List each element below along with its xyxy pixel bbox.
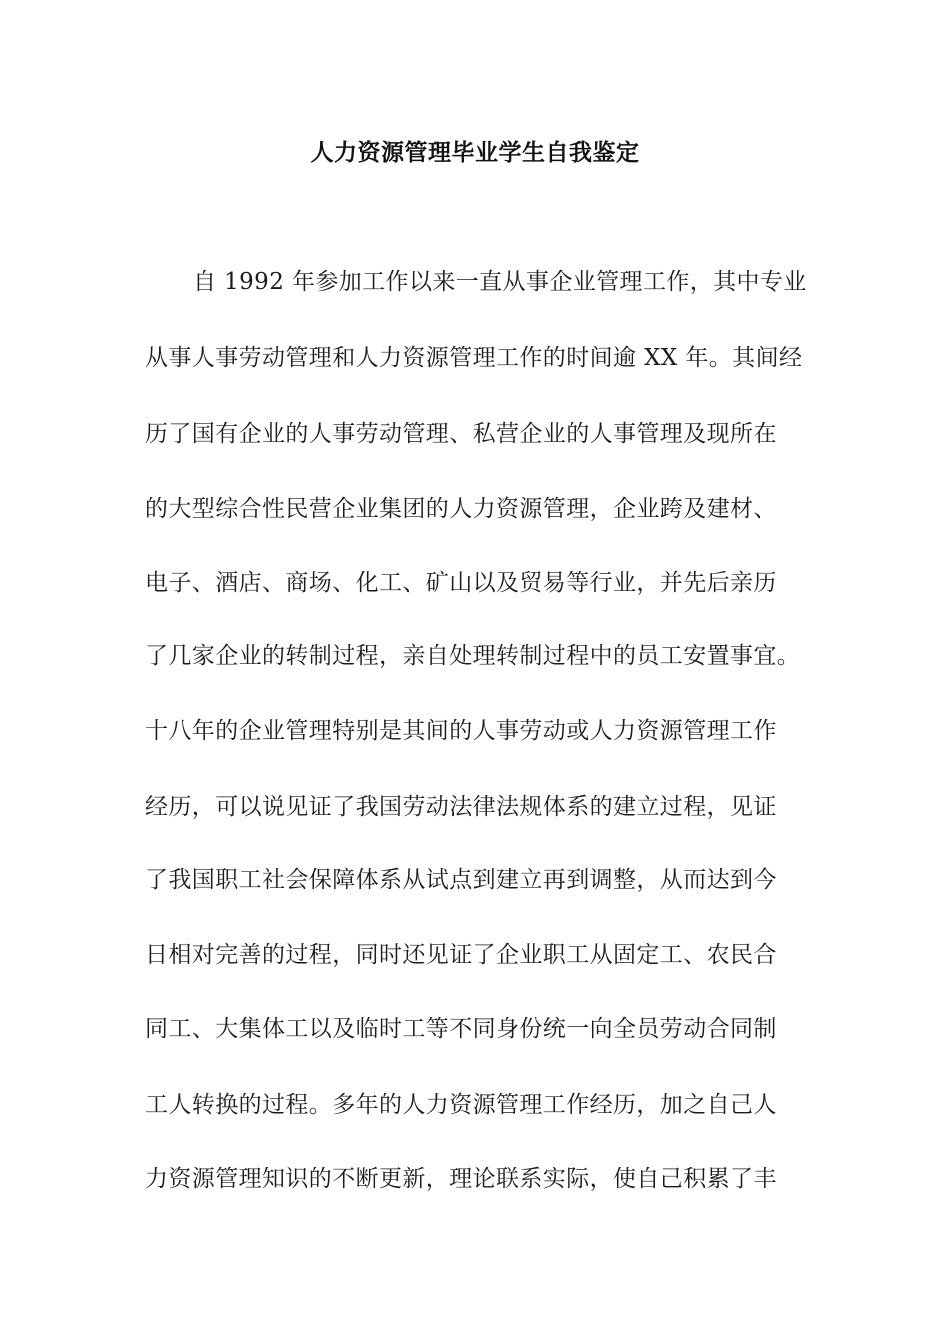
paragraph-line: 从事人事劳动管理和人力资源管理工作的时间逾 XX 年。其间经 [145,345,803,371]
paragraph-line: 工人转换的过程。多年的人力资源管理工作经历，加之自己人 [145,1092,777,1118]
paragraph-line: 了我国职工社会保障体系从试点到建立再到调整，从而达到今 [145,867,777,893]
paragraph-line: 历了国有企业的人事劳动管理、私营企业的人事管理及现所在 [145,421,777,447]
paragraph-line: 力资源管理知识的不断更新，理论联系实际，使自己积累了丰 [145,1166,777,1192]
paragraph-line: 的大型综合性民营企业集团的人力资源管理，企业跨及建材、 [145,496,777,522]
paragraph-line: 了几家企业的转制过程，亲自处理转制过程中的员工安置事宜。 [145,643,801,669]
document-title: 人力资源管理毕业学生自我鉴定 [310,140,640,166]
paragraph-line: 自 1992 年参加工作以来一直从事企业管理工作，其中专业 [193,269,807,295]
paragraph-line: 同工、大集体工以及临时工等不同身份统一向全员劳动合同制 [145,1016,777,1042]
paragraph-line: 日相对完善的过程，同时还见证了企业职工从固定工、农民合 [145,942,777,968]
paragraph-line: 十八年的企业管理特别是其间的人事劳动或人力资源管理工作 [145,718,777,744]
paragraph-line: 电子、酒店、商场、化工、矿山以及贸易等行业，并先后亲历 [145,570,777,596]
paragraph-line: 经历，可以说见证了我国劳动法律法规体系的建立过程，见证 [145,794,777,820]
